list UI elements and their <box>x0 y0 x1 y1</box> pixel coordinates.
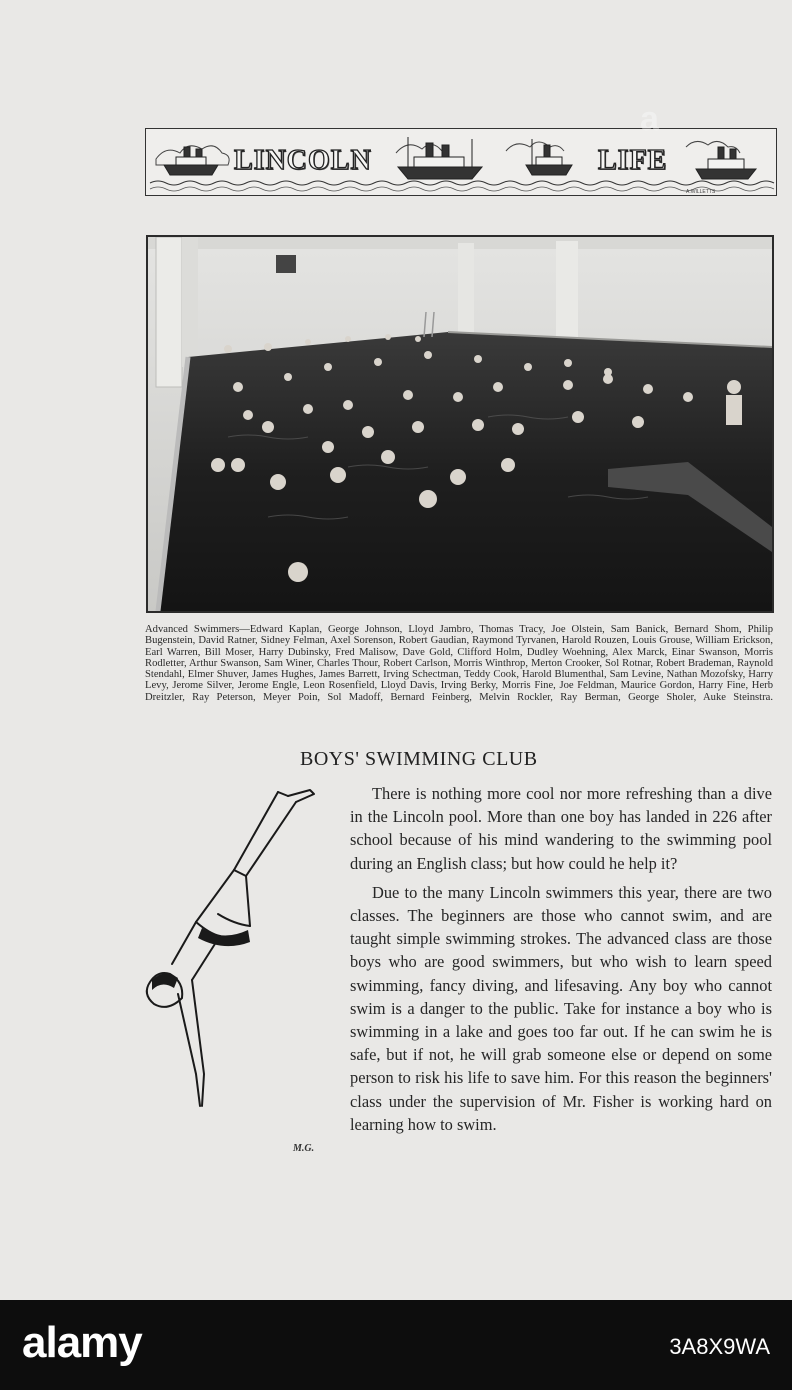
article-heading: BOYS' SWIMMING CLUB <box>300 748 538 770</box>
stock-footer <box>0 1300 792 1390</box>
article-body <box>350 782 772 1136</box>
banner-title-life: LIFE <box>598 145 668 176</box>
lincoln-life-banner <box>145 128 777 196</box>
swimming-pool-photo <box>146 235 774 613</box>
article-paragraph-2: Due to the many Lincoln swimmers this year, there are two classes. The beginners are those who cannot swim, and are taught simple swimming strokes. The advanced class are those boys who are good swimmers, but who wish to learn speed swimming, fancy diving, and lifesaving. Any boy who cannot swim is a danger to the public. Take for instance a boy who is swimming in a lake and goes too far out. If he can swim he is safe, but if not, he will grab someone else or depend on some person to risk his life to save him. For this reason the beginners' class under the supervision of Mr. Fisher is working hard on learning how to swim. <box>350 882 772 1134</box>
artist-mark: A.WILLETTS <box>686 189 716 195</box>
alamy-logo: alamy <box>22 1318 142 1367</box>
diver-illustration <box>138 784 328 1114</box>
watermark: a <box>640 100 659 138</box>
artist-signature: M.G. <box>293 1143 315 1154</box>
photo-caption: Advanced Swimmers—Edward Kaplan, George Johnson, Lloyd Jambro, Thomas Tracy, Joe Olstein, Sam Banick, Bernard Shom, Philip Bugenstein, David Ratner, Sidney Felman, Axel Sorenson, Robert Gaudian, Raymond Tyrvanen, Harold Rouzen, Louis Grouse, William Erickson, Earl Warren, Bill Moser, Harry Dubinsky, Fred Malisow, Dave Gold, Clifford Holm, Dudley Woehning, Alex Marck, Einar Swanson, Morris Rodletter, Arthur Swanson, Sam Winer, Charles Thour, Robert Carlson, Morris Winthrop, Merton Crooker, Sol Rotnar, Robert Brademan, Raynold Stendahl, Elmer Shuver, James Hughes, James Barrett, Irving Schectman, Teddy Cook, Harold Blumenthal, Sam Levine, Nathan Mozofsky, Harry Levy, Jerome Silver, Jerome Engle, Leon Rosenfield, Lloyd Davis, Irving Berky, Morris Fine, Joe Feldman, Maurice Gordon, Harry Fine, Herb Dreitzler, Ray Peterson, Meyer Poin, Sol Madoff, Bernard Feinberg, Melvin Rockler, Ray Berman, George Sholer, Auke Steinstra. <box>145 624 773 703</box>
image-id: 3A8X9WA <box>669 1334 770 1359</box>
banner-title-lincoln: LINCOLN <box>234 145 372 176</box>
article-paragraph-1: There is nothing more cool nor more refreshing than a dive in the Lincoln pool. More than one boy has landed in 226 after school because of his mind wandering to the swimming pool during an English class; but how could he help it? <box>350 784 772 873</box>
